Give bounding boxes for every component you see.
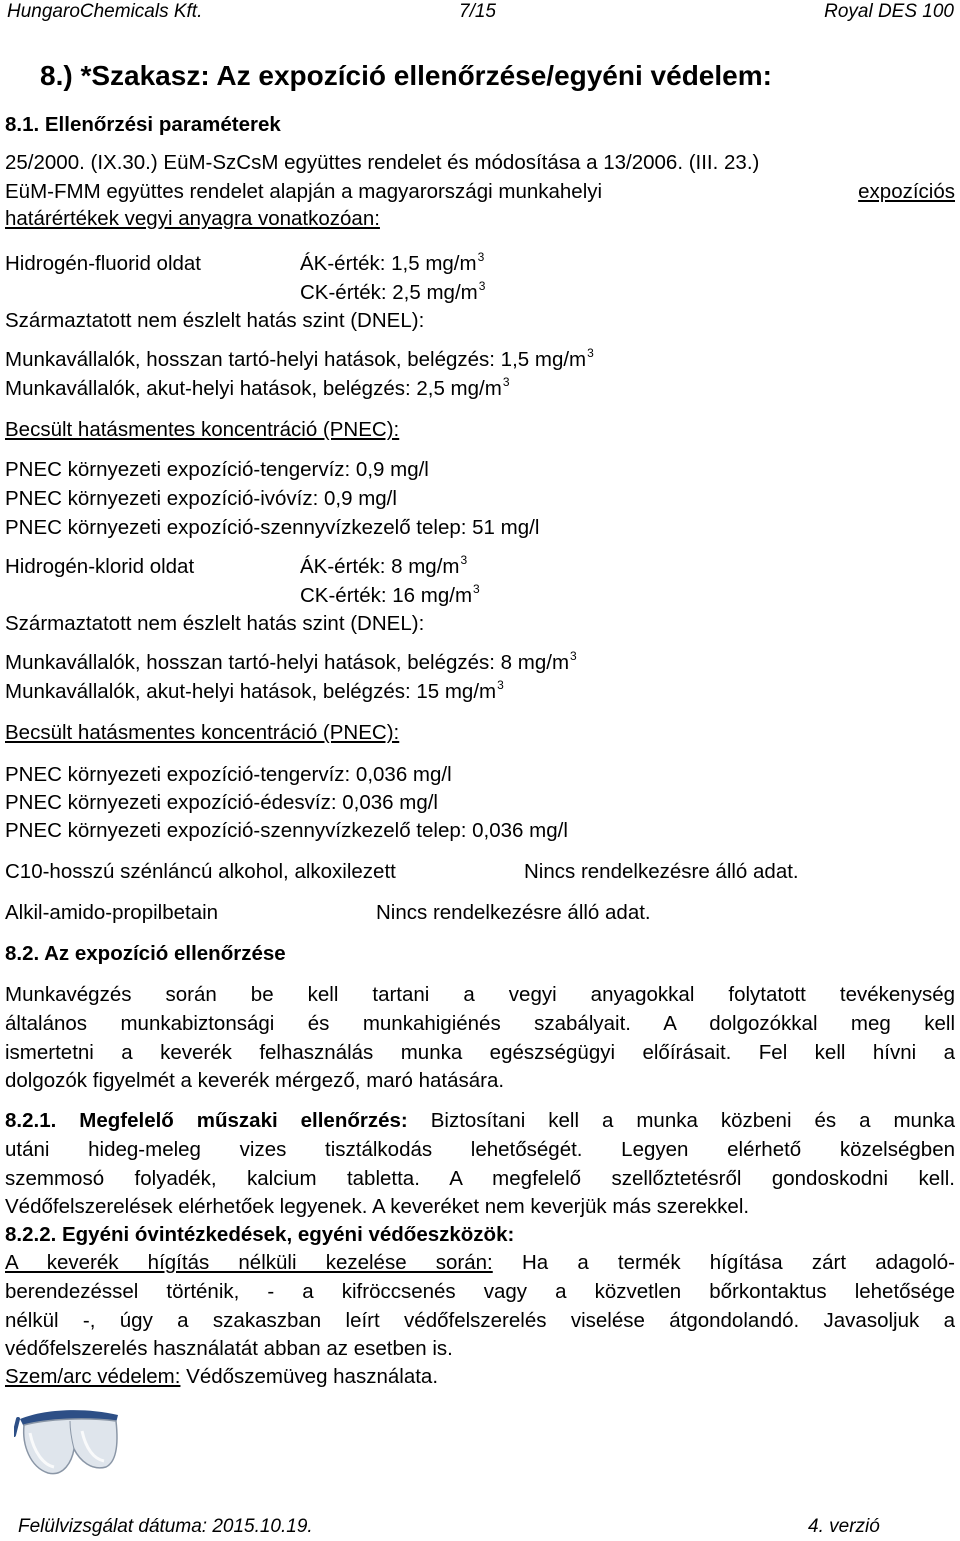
subsection-8-1: 8.1. Ellenőrzési paraméterek	[5, 113, 281, 136]
paragraph-line: ismertetni a keverék felhasználás munka egészségügyi előírásait. Fel kell hívni a	[5, 1040, 955, 1064]
eye-protection-text: Védőszemüveg használata.	[186, 1365, 439, 1388]
alkil-name: Alkil-amido-propilbetain	[5, 901, 219, 924]
paragraph-line: nélkül -, úgy a szakaszban leírt védőfelszerelés viselése átgondolandó. Javasoljuk a	[5, 1308, 955, 1332]
intro-line-2-text: EüM-FMM együttes rendelet alapján a magyarországi munkahelyi	[5, 180, 603, 203]
paragraph-line: szemmosó folyadék, kalcium tabletta. A megfelelő szellőztetésről gondoskodni kell.	[5, 1166, 955, 1190]
paragraph-8-2-2	[5, 1249, 955, 1364]
paragraph-line: Védőfelszerelések elérhetőek legyenek. A keveréket nem keverjük más szerekkel.	[5, 1195, 750, 1219]
paragraph-line: berendezéssel történik, - a kifröccsenés vagy a közvetlen bőrkontaktus lehetősége	[5, 1279, 955, 1303]
intro-line-2	[5, 182, 955, 203]
paragraph-line: A keverék hígítás nélküli kezelése során: Ha a termék hígítása zárt adagoló-	[5, 1251, 956, 1274]
hcl-pnec-title: Becsült hatásmentes koncentráció (PNEC):	[5, 721, 400, 744]
hcl-ak: ÁK-érték: 8 $mg/m^3$	[300, 553, 468, 578]
paragraph-line: 8.2.1. Megfelelő műszaki ellenőrzés: Biztosítani kell a munka közbeni és a munka	[5, 1109, 955, 1132]
c10-name: C10-hosszú szénláncú alkohol, alkoxilezett	[5, 860, 396, 883]
header-company: HungaroChemicals Kft.	[7, 1, 203, 22]
eye-protection	[5, 1367, 438, 1388]
hf-dnel-2: Munkavállalók, akut-helyi hatások, belégzés: 2,5 $mg/m^3$	[5, 375, 510, 400]
subsection-8-2-2: 8.2.2. Egyéni óvintézkedések, egyéni védőeszközök:	[5, 1223, 515, 1246]
intro-line-2-link: expozíciós	[858, 180, 955, 203]
paragraph-line: dolgozók figyelmét a keverék mérgező, maró hatására.	[5, 1069, 505, 1093]
hf-pnec-2: PNEC környezeti expozíció-ivóvíz: 0,9 mg/l	[5, 487, 397, 510]
hcl-dnel-title: Származtatott nem észlelt hatás szint (DNEL):	[5, 612, 425, 635]
paragraph-line: általános munkabiztonsági és munkahigiénés szabályait. A dolgozókkal meg kell	[5, 1011, 955, 1035]
section-title-text: *Szakasz: Az expozíció ellenőrzése/egyéni védelem:	[80, 60, 772, 91]
hf-pnec-3: PNEC környezeti expozíció-szennyvízkezelő telep: 51 mg/l	[5, 516, 540, 539]
hcl-pnec-1: PNEC környezeti expozíció-tengervíz: 0,036 mg/l	[5, 763, 452, 786]
paragraph-8-2	[5, 981, 955, 1096]
paragraph-line: védőfelszerelés használatát abban az esetben is.	[5, 1337, 453, 1361]
header-product: Royal DES 100	[824, 1, 954, 22]
hf-pnec-title: Becsült hatásmentes koncentráció (PNEC):	[5, 418, 400, 441]
section-number: 8.)	[40, 60, 73, 91]
hcl-pnec-3: PNEC környezeti expozíció-szennyvízkezelő telep: 0,036 mg/l	[5, 819, 568, 842]
hcl-ck: CK-érték: 16 $mg/m^3$	[300, 582, 480, 607]
hf-ak: ÁK-érték: 1,5 $mg/m^3$	[300, 250, 485, 275]
hf-ck: CK-érték: 2,5 $mg/m^3$	[300, 279, 486, 304]
hf-dnel-1: Munkavállalók, hosszan tartó-helyi hatások, belégzés: 1,5 $mg/m^3$	[5, 346, 594, 371]
hcl-dnel-1: Munkavállalók, hosszan tartó-helyi hatások, belégzés: 8 $mg/m^3$	[5, 649, 577, 674]
hf-dnel-title: Származtatott nem észlelt hatás szint (DNEL):	[5, 309, 425, 332]
hcl-pnec-2: PNEC környezeti expozíció-édesvíz: 0,036 mg/l	[5, 791, 438, 814]
hcl-name: Hidrogén-klorid oldat	[5, 555, 195, 578]
hcl-dnel-2: Munkavállalók, akut-helyi hatások, belégzés: 15 $mg/m^3$	[5, 678, 504, 703]
eye-protection-label: Szem/arc védelem:	[5, 1365, 181, 1388]
footer-version: 4. verzió	[808, 1516, 880, 1537]
intro-line-3: határértékek vegyi anyagra vonatkozóan:	[5, 207, 380, 230]
safety-goggles-icon	[14, 1405, 124, 1481]
paragraph-8-2-1	[5, 1107, 955, 1222]
footer-review-date: Felülvizsgálat dátuma: 2015.10.19.	[18, 1516, 313, 1537]
hf-name: Hidrogén-fluorid oldat	[5, 252, 202, 275]
section-title	[40, 62, 772, 90]
paragraph-line: utáni hideg-meleg vizes tisztálkodás lehetőségét. Legyen elérhető közelségben	[5, 1137, 955, 1161]
intro-line-1: 25/2000. (IX.30.) EüM-SzCsM együttes rendelet és módosítása a 13/2006. (III. 23.)	[5, 151, 760, 174]
c10-value: Nincs rendelkezésre álló adat.	[524, 860, 799, 883]
paragraph-line: Munkavégzés során be kell tartani a vegyi anyagokkal folytatott tevékenység	[5, 983, 955, 1006]
alkil-value: Nincs rendelkezésre álló adat.	[376, 901, 651, 924]
subsection-8-2: 8.2. Az expozíció ellenőrzése	[5, 942, 286, 965]
header-page: 7/15	[459, 1, 496, 22]
hf-pnec-1: PNEC környezeti expozíció-tengervíz: 0,9 mg/l	[5, 458, 429, 481]
